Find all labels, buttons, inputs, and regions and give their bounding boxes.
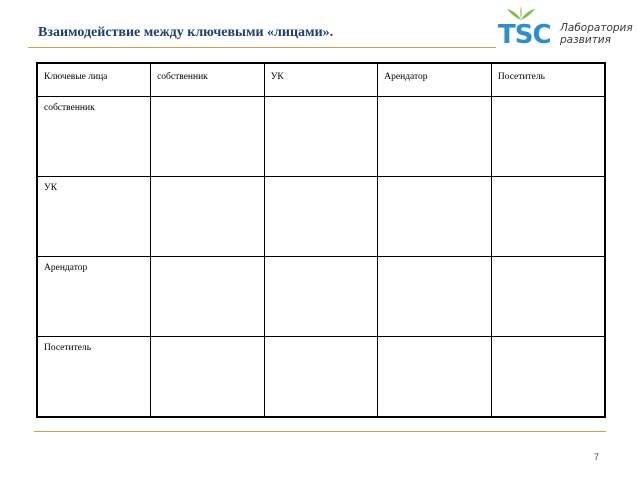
bottom-divider	[34, 431, 606, 432]
table-cell	[151, 177, 265, 257]
table-cell	[264, 337, 378, 418]
table-cell	[151, 257, 265, 337]
row-label: собственник	[37, 97, 151, 177]
table-cell	[491, 337, 605, 418]
header-row	[37, 63, 605, 97]
logo-mark: TSC	[498, 20, 551, 50]
table-cell	[491, 97, 605, 177]
table-row	[37, 257, 605, 337]
logo-line-2: развития	[560, 34, 611, 46]
header-cell: Арендатор	[378, 63, 492, 97]
table-cell	[264, 257, 378, 337]
leaf-icon	[506, 6, 536, 20]
table-cell	[378, 177, 492, 257]
row-label: Посетитель	[37, 337, 151, 418]
table-cell	[491, 177, 605, 257]
table-cell	[264, 97, 378, 177]
table-cell	[378, 257, 492, 337]
table-row	[37, 97, 605, 177]
table-cell	[491, 257, 605, 337]
table-row	[37, 337, 605, 418]
table-cell	[151, 337, 265, 418]
logo-line-1: Лаборатория	[560, 22, 633, 34]
table-cell	[378, 97, 492, 177]
header-cell: собственник	[151, 63, 265, 97]
header-cell: Ключевые лица	[37, 63, 151, 97]
row-label: Арендатор	[37, 257, 151, 337]
header-cell: УК	[264, 63, 378, 97]
logo-tagline	[560, 22, 633, 46]
table-cell	[378, 337, 492, 418]
page-number: 7	[594, 452, 600, 462]
tsc-logo	[496, 6, 634, 54]
table-cell	[151, 97, 265, 177]
table-row	[37, 177, 605, 257]
table-cell	[264, 177, 378, 257]
slide-title: Взаимодействие между ключевыми «лицами».	[38, 25, 334, 40]
header-cell: Посетитель	[491, 63, 605, 97]
interaction-matrix	[36, 62, 606, 418]
row-label: УК	[37, 177, 151, 257]
top-divider	[28, 47, 496, 48]
